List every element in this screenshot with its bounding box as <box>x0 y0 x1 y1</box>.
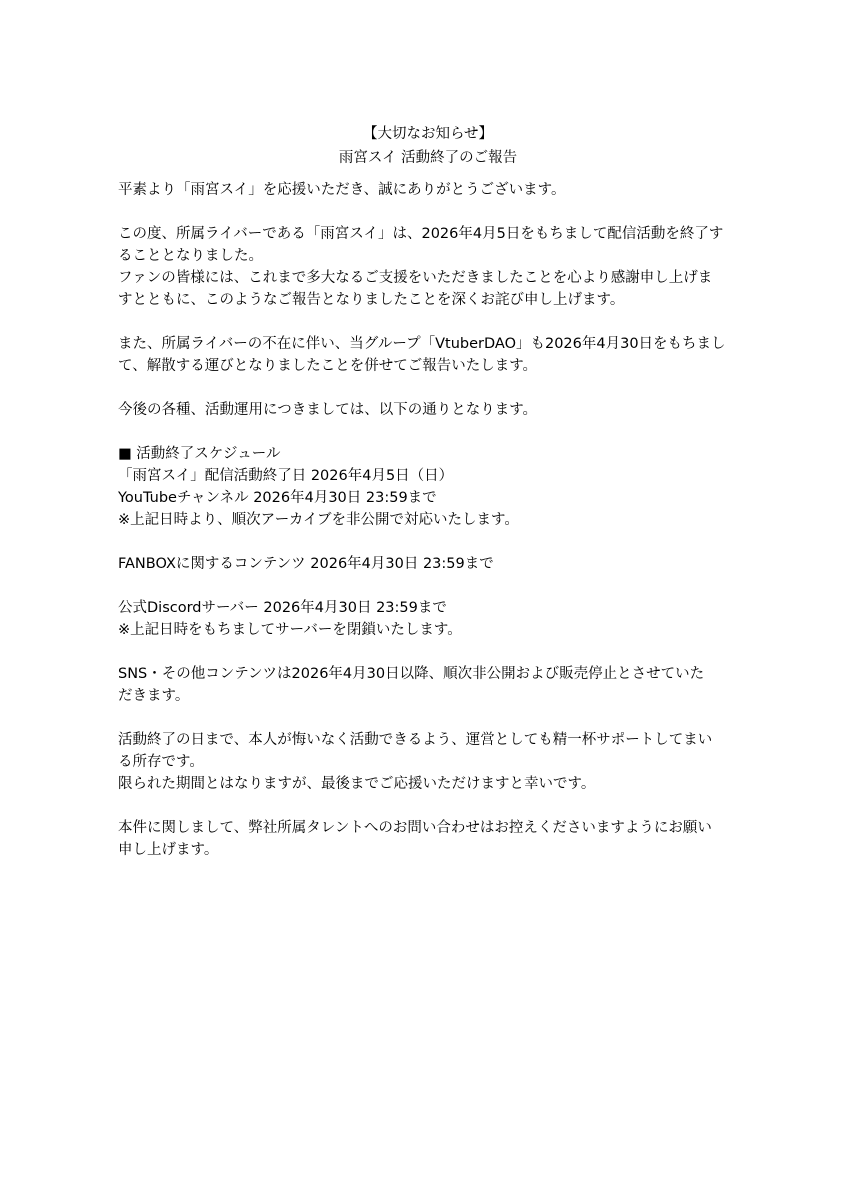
group-dissolution-line: て、解散する運びとなりましたことを併せてご報告いたします。 <box>118 358 538 374</box>
sns-line: だきます。 <box>118 688 190 704</box>
inquiry-line: 申し上げます。 <box>118 842 219 858</box>
announcement-line: この度、所属ライバーである「雨宮スイ」は、2026年4月5日をもちまして配信活動を終了す <box>118 226 724 242</box>
operations-intro-line: 今後の各種、活動運用につきましては、以下の通りとなります。 <box>118 402 538 418</box>
schedule-note: ※上記日時より、順次アーカイブを非公開で対応いたします。 <box>118 512 519 528</box>
schedule-item: 公式Discordサーバー 2026年4月30日 23:59まで <box>118 600 447 616</box>
schedule-heading: ■ 活動終了スケジュール <box>118 446 281 462</box>
schedule-item: YouTubeチャンネル 2026年4月30日 23:59まで <box>118 490 437 506</box>
notice-heading: 【大切なお知らせ】 <box>362 126 494 142</box>
support-line: る所存です。 <box>118 754 204 770</box>
notice-title: 雨宮スイ 活動終了のご報告 <box>338 150 518 166</box>
announcement-line: ることとなりました。 <box>118 248 263 264</box>
inquiry-line: 本件に関しまして、弊社所属タレントへのお問い合わせはお控えくださいますようにお願い <box>118 820 712 836</box>
schedule-item: FANBOXに関するコンテンツ 2026年4月30日 23:59まで <box>118 556 494 572</box>
notice-body <box>118 179 738 861</box>
schedule-item: 「雨宮スイ」配信活動終了日 2026年4月5日（日） <box>118 468 454 484</box>
sns-line: SNS・その他コンテンツは2026年4月30日以降、順次非公開および販売停止とさせていた <box>118 666 705 682</box>
announcement-line: ファンの皆様には、これまで多大なるご支援をいただきましたことを心より感謝申し上げま <box>118 270 713 286</box>
title-block <box>118 122 738 170</box>
support-line: 限られた期間とはなりますが、最後までご応援いただけますと幸いです。 <box>118 776 596 792</box>
greeting-line: 平素より「雨宮スイ」を応援いただき、誠にありがとうございます。 <box>118 182 566 198</box>
group-dissolution-line: また、所属ライバーの不在に伴い、当グループ「VtuberDAO」も2026年4月30日をもちまし <box>118 336 726 352</box>
support-line: 活動終了の日まで、本人が悔いなく活動できるよう、運営としても精一杯サポートしてまい <box>118 732 713 748</box>
schedule-note: ※上記日時をもちましてサーバーを閉鎖いたします。 <box>118 622 462 638</box>
announcement-line: すとともに、このようなご報告となりましたことを深くお詫び申し上げます。 <box>118 292 625 308</box>
